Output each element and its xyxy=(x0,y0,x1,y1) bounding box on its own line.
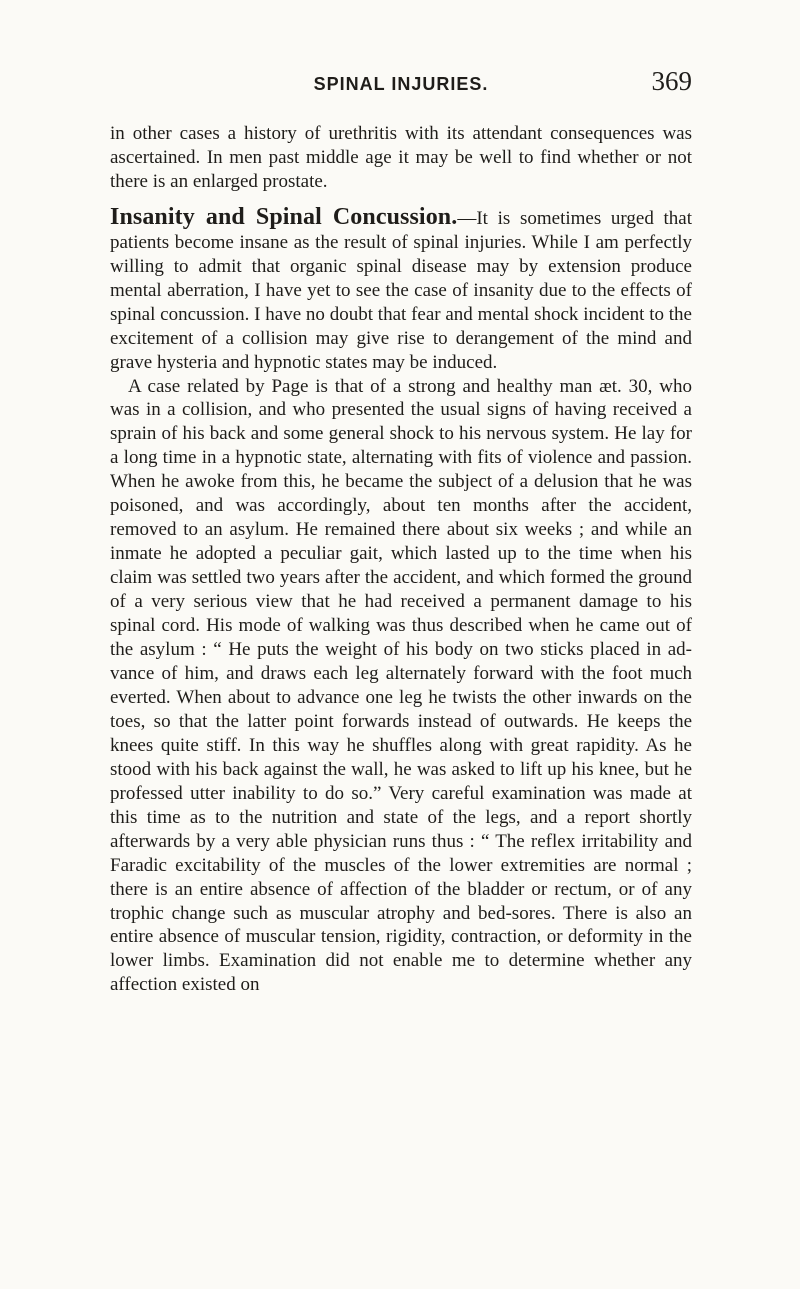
running-head xyxy=(110,64,692,104)
body-text xyxy=(110,122,692,997)
paragraph-continuation: in other cases a history of urethritis with its attendant consequences was ascertained. In men past middle age it may be well to find whether or not there is an enlarged prostate. xyxy=(110,123,692,192)
case-paragraph: A case related by Page is that of a strong and healthy man æt. 30, who was in a collision, and who presented the usual signs of having received a sprain of his back and some general shock to his nervous system. He lay for a long time in a hypnotic state, alternating with fits of violence and passion. When he awoke from this, he became the subject of a delusion that he was poisoned, and was accordingly, about ten months after the accident, removed to an asylum. He remained there about six weeks ; and while an inmate he adopted a peculiar gait, which lasted up to the time when his claim was settled two years after the accident, and which formed the ground of a very serious view that he had received a permanent damage to his spinal cord. His mode of walking was thus described when he came out of the asylum : “ He puts the weight of his body on two sticks placed in advance of him, and draws each leg alternately forward with the foot much everted. When about to advance one leg he twists the other inwards on the toes, so that the latter point forwards instead of outwards. He keeps the knees quite stiff. In this way he shuffles along with great rapidity. As he stood with his back against the wall, he was asked to lift up his knee, but he professed utter inability to do so.” Very careful examination was made at this time as to the nutrition and state of the legs, and a report shortly afterwards by a very able physician runs thus : “ The reflex irritability and Faradic excitability of the muscles of the lower extremities are normal ; there is an entire absence of affection of the bladder or rectum, or of any trophic change such as muscular atrophy and bed-sores. There is also an entire absence of muscular tension, rigidity, contraction, or deformity in the lower limbs. Examination did not enable me to determine whether any affection existed on xyxy=(110,375,692,996)
section-heading: Insanity and Spinal Concussion. xyxy=(110,203,458,230)
section-paragraph xyxy=(110,203,692,375)
running-title: SPINAL INJURIES. xyxy=(313,74,489,94)
section-paragraph-text: —It is sometimes urged that patients become insane as the result of spinal injuries. While I am perfectly willing to admit that organic spinal disease may by extension produce mental aberration, I have yet to see the case of insanity due to the effects of spinal concussion. I have no doubt that fear and mental shock incident to the excitement of a collision may give rise to derangement of the mind and grave hysteria and hypnotic states may be induced. xyxy=(110,207,692,373)
page-number: 369 xyxy=(651,66,692,96)
